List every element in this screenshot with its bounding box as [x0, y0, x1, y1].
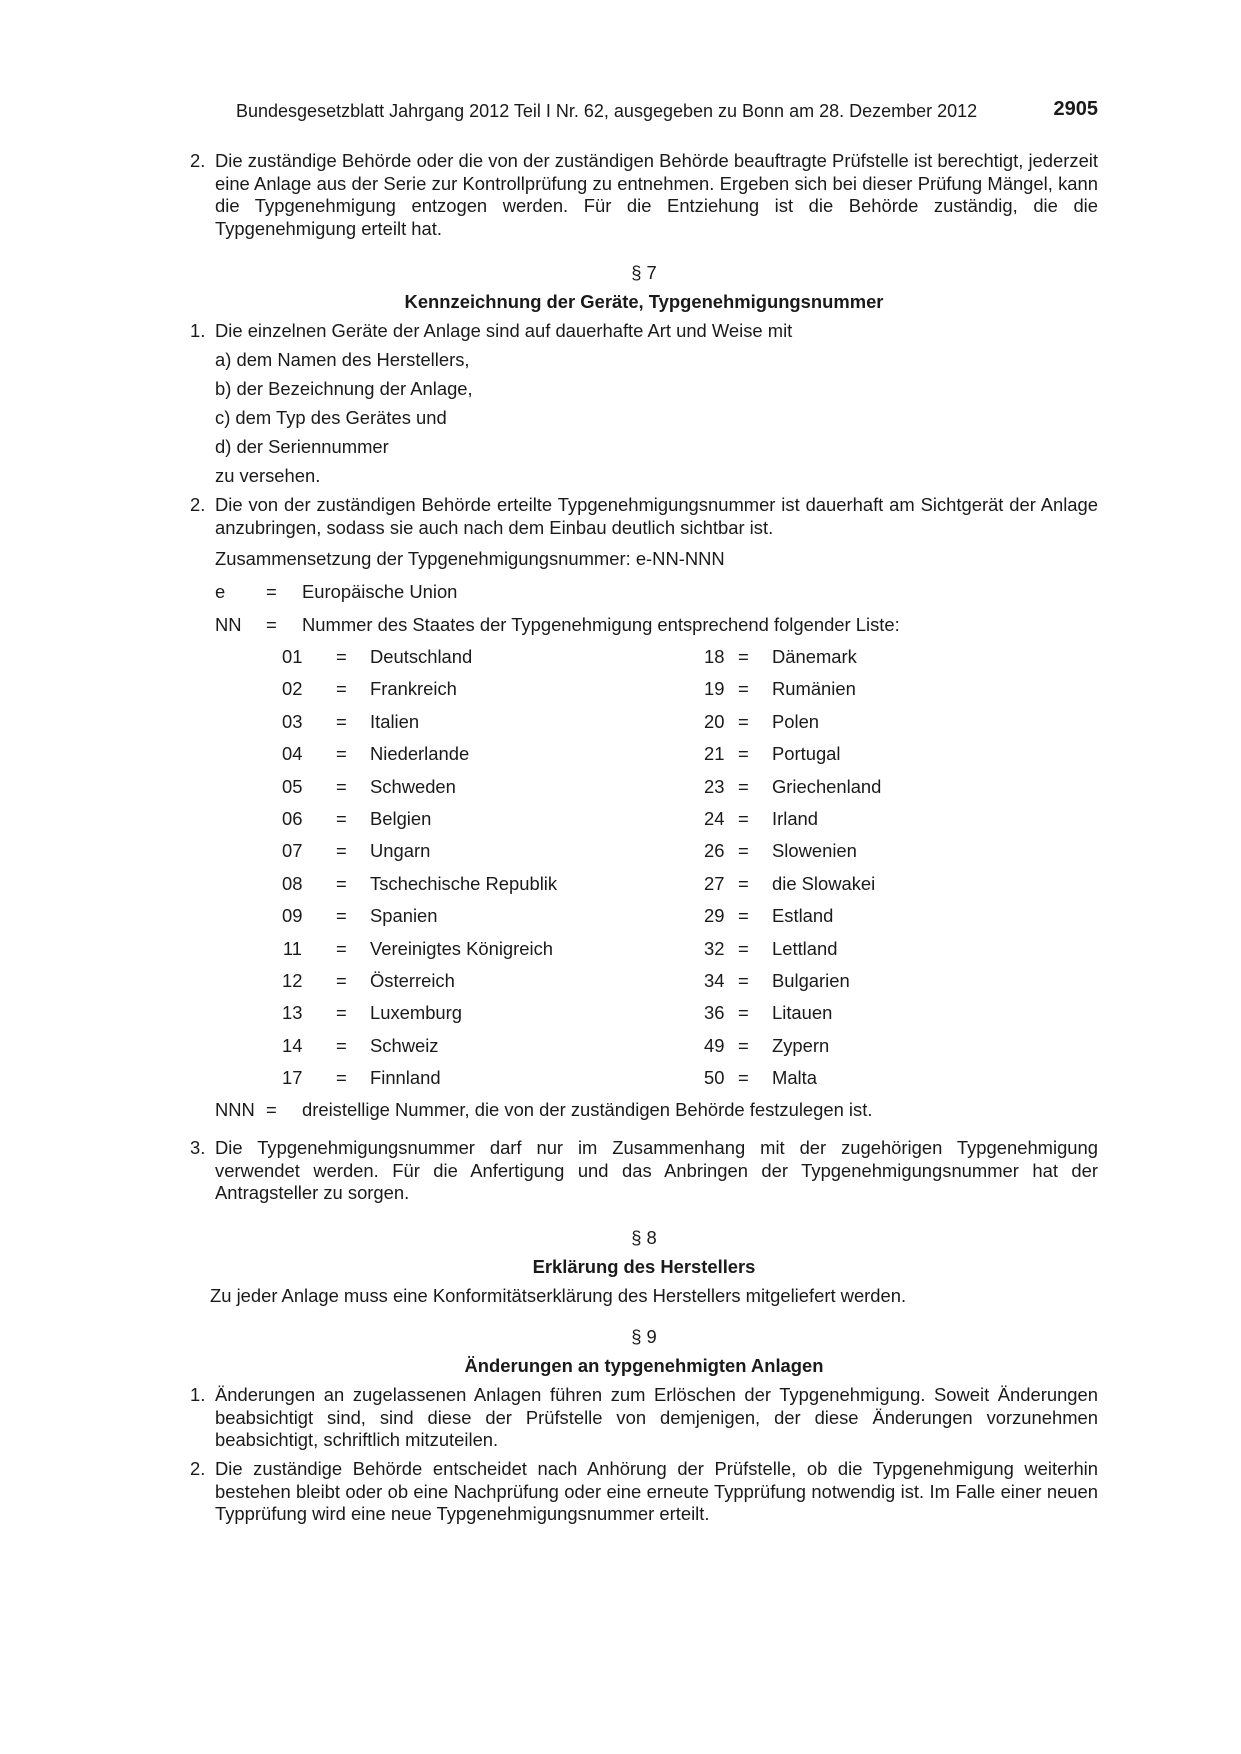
country-name: Spanien	[370, 905, 438, 926]
item-number: 2.	[190, 1458, 206, 1479]
country-equals: =	[336, 808, 347, 829]
country-code: 06	[282, 808, 303, 829]
nnn-key: NNN	[215, 1099, 255, 1120]
e-text: Europäische Union	[302, 581, 458, 602]
country-name: Portugal	[772, 743, 841, 764]
country-code: 19	[704, 678, 725, 699]
page-header	[236, 100, 1098, 126]
intro-item	[190, 150, 1098, 240]
composition-line: Zusammensetzung der Typgenehmigungsnummer: e-NN-NNN	[215, 548, 725, 569]
nnn-sign: =	[266, 1099, 277, 1120]
country-equals: =	[336, 743, 347, 764]
country-name: Deutschland	[370, 646, 473, 667]
nn-key: NN	[215, 614, 242, 635]
s7-item-1	[190, 320, 1098, 343]
country-code: 13	[282, 1002, 303, 1023]
country-equals: =	[336, 678, 347, 699]
country-name: Frankreich	[370, 678, 457, 699]
country-code: 36	[704, 1002, 725, 1023]
subitem-a: a) dem Namen des Herstellers,	[215, 349, 470, 370]
country-code: 02	[282, 678, 303, 699]
country-equals: =	[336, 1002, 347, 1023]
item-closing: zu versehen.	[215, 465, 321, 486]
page-number: 2905	[1053, 98, 1098, 120]
country-equals: =	[336, 1035, 347, 1056]
country-code: 09	[282, 905, 303, 926]
item-text: Die einzelnen Geräte der Anlage sind auf dauerhafte Art und Weise mit	[215, 320, 793, 341]
country-equals: =	[738, 743, 749, 764]
country-code: 27	[704, 873, 725, 894]
country-name: Slowenien	[772, 840, 857, 861]
country-code: 14	[282, 1035, 303, 1056]
section-8-mark: § 8	[631, 1227, 657, 1248]
section-7-mark: § 7	[631, 262, 657, 283]
country-code: 49	[704, 1035, 725, 1056]
section-8-text: Zu jeder Anlage muss eine Konformitätserklärung des Herstellers mitgeliefert werden.	[210, 1285, 907, 1306]
country-code: 08	[282, 873, 303, 894]
country-name: Dänemark	[772, 646, 857, 667]
country-equals: =	[738, 808, 749, 829]
country-name: Bulgarien	[772, 970, 850, 991]
section-9-title: Änderungen an typgenehmigten Anlagen	[464, 1355, 824, 1376]
country-equals: =	[336, 938, 347, 959]
country-name: Irland	[772, 808, 819, 829]
country-equals: =	[738, 646, 749, 667]
section-9-mark: § 9	[631, 1326, 657, 1347]
country-equals: =	[336, 711, 347, 732]
country-equals: =	[738, 776, 749, 797]
country-code: 05	[282, 776, 303, 797]
country-name: Lettland	[772, 938, 838, 959]
country-code: 20	[704, 711, 725, 732]
item-number: 1.	[190, 1384, 206, 1405]
country-name: Litauen	[772, 1002, 833, 1023]
country-code: 50	[704, 1067, 725, 1088]
item-number: 2.	[190, 150, 206, 171]
country-name: Ungarn	[370, 840, 431, 861]
country-equals: =	[738, 1067, 749, 1088]
country-equals: =	[336, 873, 347, 894]
header-text: Bundesgesetzblatt Jahrgang 2012 Teil I Nr. 62, ausgegeben zu Bonn am 28. Dezember 2012	[236, 101, 978, 121]
country-code: 34	[704, 970, 725, 991]
s9-item-2	[190, 1458, 1098, 1526]
country-equals: =	[336, 1067, 347, 1088]
country-name: Tschechische Republik	[370, 873, 558, 894]
country-name: Polen	[772, 711, 820, 732]
country-name: Vereinigtes Königreich	[370, 938, 553, 959]
nn-text: Nummer des Staates der Typgenehmigung entsprechend folgender Liste:	[302, 614, 900, 635]
country-code: 01	[282, 646, 303, 667]
country-code: 23	[704, 776, 725, 797]
s7-item-3	[190, 1137, 1098, 1205]
country-equals: =	[336, 905, 347, 926]
country-name: Schweden	[370, 776, 456, 797]
country-equals: =	[738, 840, 749, 861]
country-name: Estland	[772, 905, 834, 926]
country-code: 03	[282, 711, 303, 732]
country-name: Zypern	[772, 1035, 830, 1056]
country-equals: =	[738, 873, 749, 894]
country-equals: =	[336, 776, 347, 797]
country-name: Luxemburg	[370, 1002, 463, 1023]
country-equals: =	[336, 646, 347, 667]
country-equals: =	[738, 1002, 749, 1023]
country-name: Griechenland	[772, 776, 882, 797]
section-7-title: Kennzeichnung der Geräte, Typgenehmigungsnummer	[404, 291, 884, 312]
country-code: 24	[704, 808, 725, 829]
country-code: 32	[704, 938, 725, 959]
item-text: Die zuständige Behörde entscheidet nach Anhörung der Prüfstelle, ob die Typgenehmigung weiterhin bestehen bleibt oder ob eine Nachprüfung oder eine erneute Typprüfung notwendig ist. Im Falle einer neuen Typprüfung wird eine neue Typgenehmigungsnummer erteilt.	[215, 1458, 1098, 1524]
section-8-title: Erklärung des Herstellers	[532, 1256, 756, 1277]
item-number: 2.	[190, 494, 206, 515]
subitem-d: d) der Seriennummer	[215, 436, 389, 457]
country-code: 04	[282, 743, 303, 764]
country-name: Italien	[370, 711, 420, 732]
item-text: Die Typgenehmigungsnummer darf nur im Zusammenhang mit der zugehörigen Typgenehmigung verwendet werden. Für die Anfertigung und das Anbringen der Typgenehmigungsnummer hat der Antragsteller zu sorgen.	[215, 1137, 1098, 1203]
country-name: Niederlande	[370, 743, 470, 764]
country-code: 18	[704, 646, 725, 667]
country-name: Österreich	[370, 970, 455, 991]
country-equals: =	[738, 970, 749, 991]
country-equals: =	[336, 970, 347, 991]
nn-sign: =	[266, 614, 277, 635]
country-name: Malta	[772, 1067, 817, 1088]
country-name: Finnland	[370, 1067, 441, 1088]
e-key: e	[215, 581, 226, 602]
item-text: Die zuständige Behörde oder die von der zuständigen Behörde beauftragte Prüfstelle ist berechtigt, jederzeit eine Anlage aus der Serie zur Kontrollprüfung zu entnehmen. Ergeben sich bei dieser Prüfung Mängel, kann die Typgenehmigung entzogen werden. Für die Entziehung ist die Behörde zuständig, die die Typgenehmigung erteilt hat.	[215, 150, 1098, 239]
country-code: 07	[282, 840, 303, 861]
item-number: 3.	[190, 1137, 206, 1158]
country-code: 29	[704, 905, 725, 926]
country-code: 17	[282, 1067, 303, 1088]
country-name: Schweiz	[370, 1035, 439, 1056]
subitem-c: c) dem Typ des Gerätes und	[215, 407, 447, 428]
country-code: 11	[282, 938, 302, 959]
country-equals: =	[738, 905, 749, 926]
s7-item-2	[190, 494, 1098, 539]
item-text: Änderungen an zugelassenen Anlagen führen zum Erlöschen der Typgenehmigung. Soweit Änderungen beabsichtigt sind, sind diese der Prüfstelle von demjenigen, der diese Änderungen vorzunehmen beabsichtigt, schriftlich mitzuteilen.	[215, 1384, 1098, 1450]
country-name: Rumänien	[772, 678, 856, 699]
country-code: 26	[704, 840, 725, 861]
item-number: 1.	[190, 320, 206, 341]
country-name: die Slowakei	[772, 873, 876, 894]
subitem-b: b) der Bezeichnung der Anlage,	[215, 378, 473, 399]
country-name: Belgien	[370, 808, 432, 829]
country-equals: =	[738, 938, 749, 959]
country-equals: =	[738, 678, 749, 699]
country-equals: =	[738, 1035, 749, 1056]
country-equals: =	[738, 711, 749, 732]
country-code: 21	[704, 743, 725, 764]
nnn-text: dreistellige Nummer, die von der zuständigen Behörde festzulegen ist.	[302, 1099, 873, 1120]
e-sign: =	[266, 581, 277, 602]
country-equals: =	[336, 840, 347, 861]
country-code: 12	[282, 970, 303, 991]
s9-item-1	[190, 1384, 1098, 1452]
item-text: Die von der zuständigen Behörde erteilte Typgenehmigungsnummer ist dauerhaft am Sichtgerät der Anlage anzubringen, sodass sie auch nach dem Einbau deutlich sichtbar ist.	[215, 494, 1098, 538]
